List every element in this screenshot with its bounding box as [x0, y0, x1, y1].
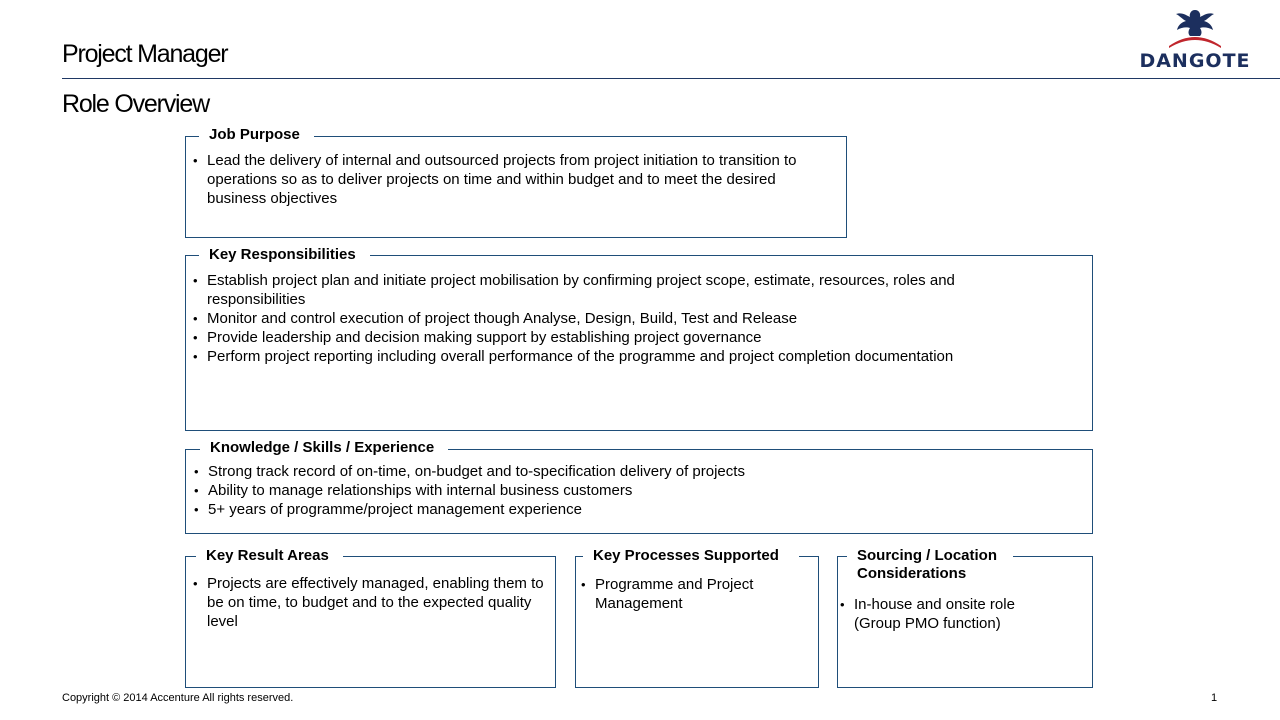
key-processes-label: Key Processes Supported: [583, 547, 799, 565]
list-item: • 5+ years of programme/project management experience: [194, 500, 1074, 519]
page-number: 1: [1211, 692, 1218, 704]
list-item: • Strong track record of on-time, on-budget and to-specification delivery of projects: [194, 462, 1074, 481]
dangote-logo: [1120, 6, 1270, 72]
knowledge-list: [194, 462, 1074, 519]
list-item: • Lead the delivery of internal and outsourced projects from project initiation to transition to operations so as to deliver projects on time and within budget and to meet the desired business objectives: [193, 151, 838, 208]
page-title: Project Manager: [62, 40, 228, 68]
sourcing-list: [840, 595, 1080, 633]
knowledge-label: Knowledge / Skills / Experience: [200, 439, 448, 457]
list-item: • Ability to manage relationships with internal business customers: [194, 481, 1074, 500]
list-item: • Perform project reporting including overall performance of the programme and project completion documentation: [193, 347, 1013, 366]
list-item: • Provide leadership and decision making support by establishing project governance: [193, 328, 1013, 347]
list-item: • Projects are effectively managed, enabling them to be on time, to budget and to the expected quality level: [193, 574, 551, 631]
sourcing-label-line1: Sourcing / Location: [857, 547, 998, 564]
key-responsibilities-list: [193, 271, 1013, 366]
list-item: • Monitor and control execution of project though Analyse, Design, Build, Test and Release: [193, 309, 1013, 328]
key-result-areas-label: Key Result Areas: [196, 547, 343, 565]
sourcing-label-line2: Considerations: [857, 565, 967, 582]
key-processes-list: [581, 575, 811, 613]
key-responsibilities-label: Key Responsibilities: [199, 246, 370, 264]
list-item: • In-house and onsite role (Group PMO function): [840, 595, 1034, 633]
sourcing-label: [847, 547, 1013, 583]
copyright-notice: Copyright © 2014 Accenture All rights reserved.: [62, 692, 294, 704]
list-item: • Programme and Project Management: [581, 575, 770, 613]
job-purpose-list: [193, 151, 838, 208]
logo-wordmark: DANGOTE: [1139, 50, 1251, 72]
page-subtitle: Role Overview: [62, 90, 209, 118]
job-purpose-label: Job Purpose: [199, 126, 314, 144]
eagle-emblem-icon: [1166, 6, 1224, 50]
key-result-areas-list: [193, 574, 551, 631]
list-item: • Establish project plan and initiate project mobilisation by confirming project scope, estimate, resources, roles and responsibilities: [193, 271, 1013, 309]
header-divider: [62, 78, 1280, 79]
